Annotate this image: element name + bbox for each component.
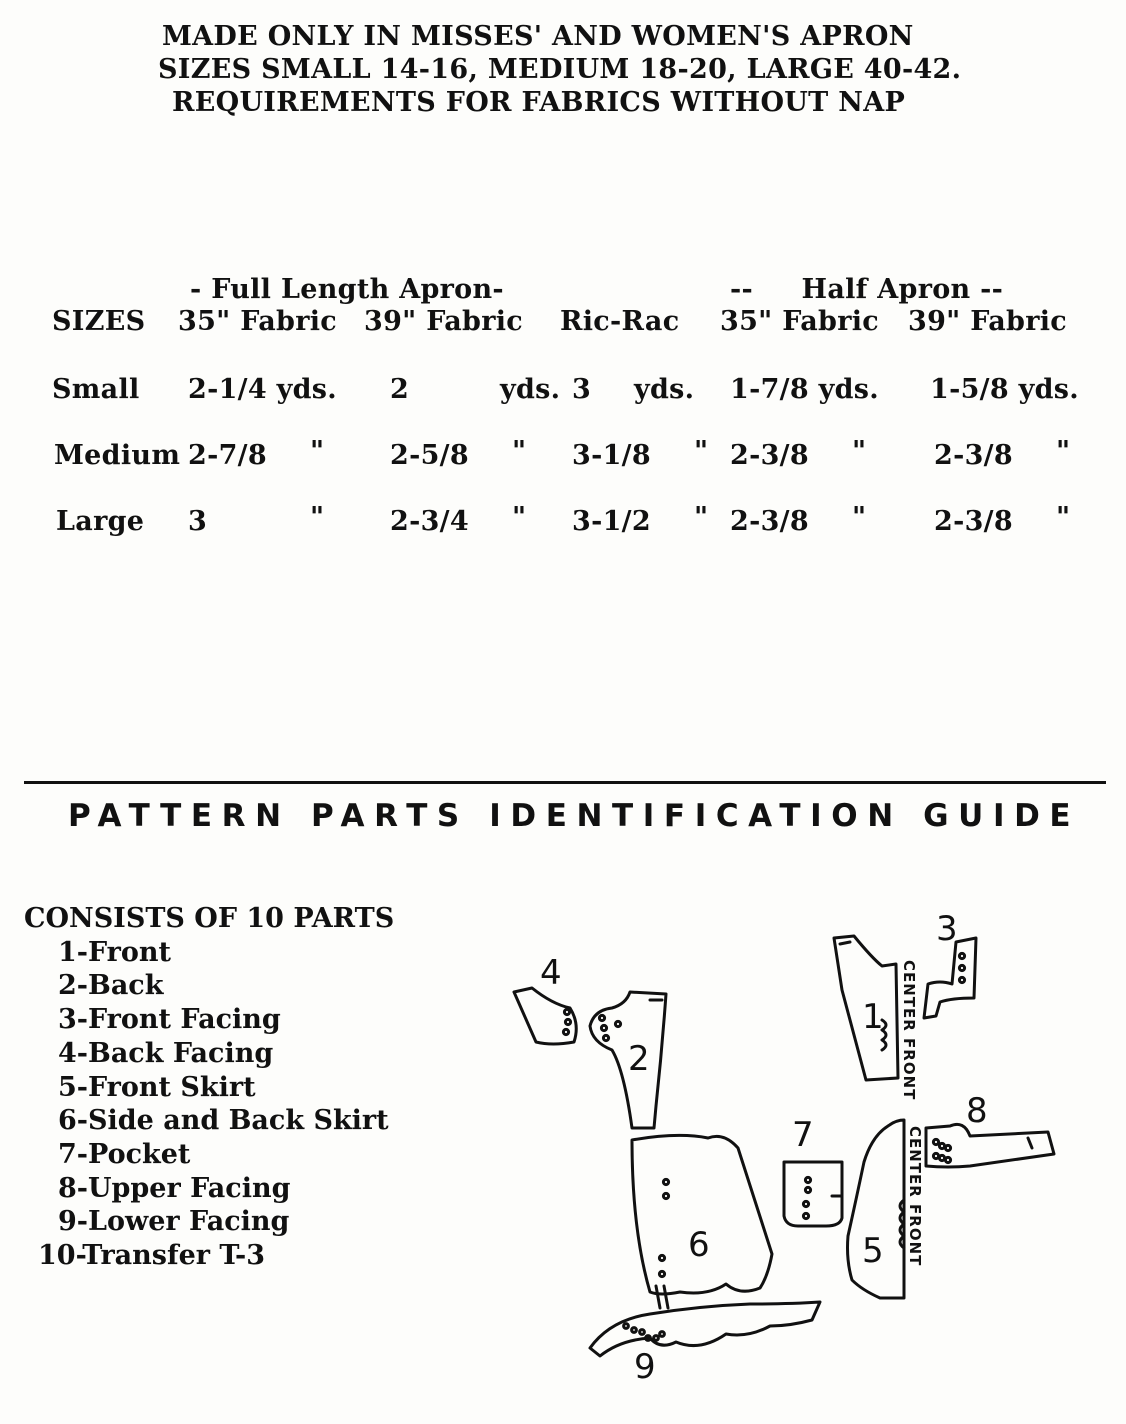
col-header-sizes: SIZES (52, 306, 146, 337)
piece-label-2: 2 (628, 1039, 650, 1079)
row-small-full35: 2-1/4 yds. (188, 374, 337, 405)
header-line-2: SIZES SMALL 14-16, MEDIUM 18-20, LARGE 40-42. (158, 54, 962, 85)
col-header-ricrac: Ric-Rac (560, 306, 680, 337)
pattern-piece-1 (834, 936, 918, 1100)
pattern-piece-6 (632, 1135, 772, 1308)
row-small-ricrac-unit: yds. (634, 374, 695, 405)
row-large-ricrac: 3-1/2 (572, 506, 651, 537)
part-item: 5-Front Skirt (58, 1071, 256, 1103)
row-small-size: Small (52, 374, 140, 405)
part-item: 3-Front Facing (58, 1004, 281, 1036)
header (150, 20, 990, 119)
pattern-piece-4 (514, 953, 576, 1044)
piece-label-8: 8 (966, 1091, 988, 1131)
row-large-half35-ditto: " (852, 502, 867, 533)
pattern-piece-3 (924, 909, 976, 1018)
row-large-size: Large (56, 506, 145, 537)
row-medium-ricrac-ditto: " (694, 436, 709, 467)
part-item: 9-Lower Facing (58, 1206, 290, 1238)
row-medium-full39: 2-5/8 (390, 440, 469, 471)
header-line-1: MADE ONLY IN MISSES' AND WOMEN'S APRON (162, 21, 914, 52)
row-medium-full39-ditto: " (512, 436, 527, 467)
pattern-piece-7 (784, 1115, 842, 1226)
row-large-ricrac-ditto: " (694, 502, 709, 533)
center-front-label: CENTER FRONT (900, 960, 918, 1101)
part-item: 4-Back Facing (58, 1037, 274, 1069)
row-medium-full35-ditto: " (310, 436, 325, 467)
row-large-full39-ditto: " (512, 502, 527, 533)
col-header-full-39: 39" Fabric (364, 306, 524, 337)
col-header-half-35: 35" Fabric (720, 306, 880, 337)
row-medium-half35-ditto: " (852, 436, 867, 467)
pattern-piece-9 (590, 1302, 820, 1387)
piece-label-3: 3 (936, 909, 958, 949)
row-large-half39-ditto: " (1056, 502, 1071, 533)
row-medium-full35: 2-7/8 (188, 440, 267, 471)
row-large-half35: 2-3/8 (730, 506, 809, 537)
row-small-full39: 2 (390, 374, 410, 405)
row-medium-half39-ditto: " (1056, 436, 1071, 467)
piece-label-1: 1 (862, 997, 884, 1037)
group-header-full-apron: - Full Length Apron- (190, 274, 504, 305)
row-large-half39: 2-3/8 (934, 506, 1013, 537)
row-medium-half35: 2-3/8 (730, 440, 809, 471)
row-large-full35-ditto: " (310, 502, 325, 533)
row-small-half39: 1-5/8 yds. (930, 374, 1079, 405)
piece-label-5: 5 (862, 1231, 884, 1271)
row-large-full39: 2-3/4 (390, 506, 469, 537)
row-medium-half39: 2-3/8 (934, 440, 1013, 471)
piece-label-9: 9 (634, 1347, 656, 1387)
piece-label-7: 7 (792, 1115, 814, 1155)
row-small-half35: 1-7/8 yds. (730, 374, 879, 405)
part-item: 1-Front (58, 936, 172, 968)
part-item: 2-Back (58, 970, 164, 1002)
header-line-3: REQUIREMENTS FOR FABRICS WITHOUT NAP (172, 87, 906, 118)
row-medium-size: Medium (54, 440, 181, 471)
parts-count-heading: CONSISTS OF 10 PARTS (24, 903, 395, 934)
pattern-piece-2 (590, 992, 666, 1128)
pattern-piece-8 (926, 1091, 1054, 1167)
part-item: 6-Side and Back Skirt (58, 1105, 389, 1137)
row-medium-ricrac: 3-1/8 (572, 440, 651, 471)
section-divider (24, 781, 1106, 784)
group-header-half-apron: -- Half Apron -- (730, 274, 1004, 305)
piece-label-4: 4 (540, 953, 562, 993)
part-item: 7-Pocket (58, 1138, 191, 1170)
col-header-full-35: 35" Fabric (178, 306, 338, 337)
parts-list (24, 902, 394, 1273)
piece-label-6: 6 (688, 1225, 710, 1265)
pattern-parts-diagram (500, 900, 1100, 1420)
pattern-pieces-svg (500, 900, 1100, 1420)
pattern-piece-5 (848, 1120, 925, 1298)
center-front-label: CENTER FRONT (906, 1126, 924, 1267)
row-large-full35: 3 (188, 506, 208, 537)
row-small-ricrac: 3 (572, 374, 592, 405)
part-item: 10-Transfer T-3 (38, 1240, 266, 1272)
col-header-half-39: 39" Fabric (908, 306, 1068, 337)
guide-title: PATTERN PARTS IDENTIFICATION GUIDE (68, 798, 1081, 834)
row-small-full39-unit: yds. (500, 374, 561, 405)
part-item: 8-Upper Facing (58, 1172, 291, 1204)
